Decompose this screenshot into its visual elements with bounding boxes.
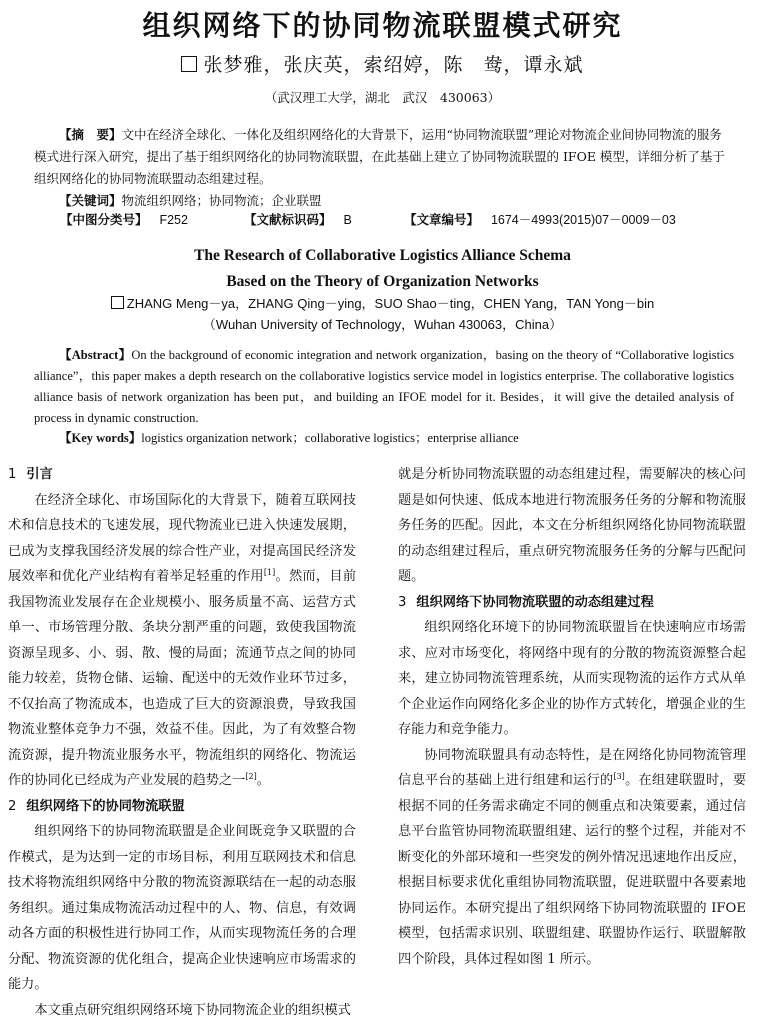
section-2-paragraph-2: 本文重点研究组织网络环境下协同物流企业的组织模式 [8, 998, 356, 1023]
abstract-cn-label: 【摘 要】 [59, 127, 122, 142]
doccode-label: 【文献标识码】 [244, 212, 332, 227]
abstract-en-label: 【Abstract】 [59, 348, 131, 362]
section-1-heading [8, 462, 356, 488]
keywords-cn-text: 物流组织网络；协同物流；企业联盟 [122, 193, 322, 208]
section-1-text-c: 。 [257, 773, 270, 788]
section-2-heading [8, 794, 356, 820]
section-3-paragraph-2 [398, 743, 746, 973]
section-1-paragraph [8, 488, 356, 794]
authors-en [0, 293, 765, 312]
section-3-title: 组织网络下协同物流联盟的动态组建过程 [416, 595, 653, 610]
section-3-paragraph-1: 组织网络化环境下的协同物流联盟旨在快速响应市场需求、应对市场变化，将网络中现有的分散的物流资源整合起来，建立协同物流管理系统，从而实现物流的运作方式从单个企业运作向网络化多企业的协作方式转化，增强企业的生存能力和竞争能力。 [398, 615, 746, 743]
keywords-en-label: 【Key words】 [59, 431, 141, 445]
page-title: 组织网络下的协同物流联盟模式研究 [0, 4, 765, 44]
keywords-cn-label: 【关键词】 [59, 193, 122, 208]
section-3-text-b: 。在组建联盟时，要根据不同的任务需求确定不同的侧重点和决策要素，通过信息平台监管协同物流联盟组建、运行的整个过程，并能对不断变化的外部环境和一些突发的例外情况迅速地作出反应，根据目标要求优化重组协同物流联盟，促进联盟中各要素地协同运作。本研究提出了组织网络下协同物流联盟的 IFOE 模型，包括需求识别、联盟组建、联盟协作运行、联盟解散四个阶段，具体过程如图 1 所示。 [398, 773, 746, 967]
doccode-value: B [343, 213, 351, 227]
checkbox-square-icon [181, 56, 197, 72]
section-2-number: 2 [8, 799, 16, 814]
clc-label: 【中图分类号】 [60, 212, 148, 227]
clc-value: F252 [159, 213, 188, 227]
article-no-field [404, 210, 676, 228]
abstract-cn [34, 124, 734, 212]
citation-1: [1] [264, 568, 275, 577]
english-title [0, 243, 765, 295]
section-3-number: 3 [398, 595, 406, 610]
english-title-line1: The Research of Collaborative Logistics Alliance Schema [0, 243, 765, 269]
affiliation-en: （Wuhan University of Technology，Wuhan 430063，China） [0, 314, 765, 333]
doccode-field [244, 210, 352, 228]
abstract-en [34, 345, 734, 429]
checkbox-square-icon [111, 296, 124, 309]
keywords-en-text: logistics organization network；collaborative logistics；enterprise alliance [141, 431, 518, 445]
section-1-number: 1 [8, 467, 16, 482]
authors-cn-text: 张梦雅，张庆英，索绍婷，陈 鸯，谭永斌 [203, 54, 583, 76]
authors-en-text: ZHANG Meng－ya，ZHANG Qing－ying，SUO Shao－ting，CHEN Yang，TAN Yong－bin [127, 296, 654, 311]
abstract-cn-body [34, 124, 734, 190]
affiliation-cn: （武汉理工大学，湖北 武汉 430063） [0, 88, 765, 106]
section-1-title: 引言 [26, 467, 52, 482]
section-2-title: 组织网络下的协同物流联盟 [26, 799, 184, 814]
keywords-en [34, 428, 759, 446]
body-column-right [398, 462, 746, 972]
english-title-line2: Based on the Theory of Organization Networks [0, 269, 765, 295]
citation-2: [2] [245, 772, 256, 781]
keywords-cn [34, 190, 734, 212]
section-3-text-a: 协同物流联盟具有动态特性，是在网络化协同物流管理信息平台的基础上进行组建和运行的 [398, 748, 746, 789]
abstract-cn-text: 文中在经济全球化、一体化及组织网络化的大背景下，运用“协同物流联盟”理论对物流企业间协同物流的服务模式进行深入研究，提出了基于组织网络化的协同物流联盟，在此基础上建立了协同物流联盟的 IFOE 模型，详细分析了基于组织网络化的协同物流联盟动态组建过程。 [34, 127, 725, 186]
clc-field [60, 210, 188, 228]
section-2-paragraph-1: 组织网络下的协同物流联盟是企业间既竞争又联盟的合作模式，是为达到一定的市场目标，利用互联网技术和信息技术将物流组织网络中分散的物流资源联结在一起的动态服务组织。通过集成物流活动过程中的人、物、信息，有效调动各方面的积极性进行协同工作，从而实现物流任务的合理分配、物流资源的优化组合，提高企业快速响应市场需求的能力。 [8, 819, 356, 998]
continued-paragraph: 就是分析协同物流联盟的动态组建过程，需要解决的核心问题是如何快速、低成本地进行物流服务任务的分解和物流服务任务的匹配。因此，本文在分析组织网络化协同物流联盟的动态组建过程后，重点研究物流服务任务的分解与匹配问题。 [398, 462, 746, 590]
article-no-value: 1674－4993(2015)07－0009－03 [491, 213, 676, 227]
section-1-text-b: 。然而，目前我国物流业发展存在企业规模小、服务质量不高、运营方式单一、市场管理分散、条块分割严重的问题，致使我国物流资源呈现多、小、弱、散、慢的局面；流通节点之间的协同能力较差，货物仓储、运输、配送中的无效作业环节过多，不仅抬高了物流成本，也造成了巨大的资源浪费，导致我国物流业整体竞争力不强，效益不佳。因此，为了有效整合物流资源，提升物流业服务水平，物流组织的网络化、物流运作的协同化已经成为产业发展的趋势之一 [8, 569, 356, 788]
article-no-label: 【文章编号】 [404, 212, 479, 227]
authors-cn [0, 50, 765, 77]
abstract-en-text: On the background of economic integration and network organization，basing on the theory of “Collaborative logistics alliance”，this paper makes a depth research on the collaborative logistics service model in logistics enterprise. The collaborative logistics alliance basis of network organization has been put，and building an IFOE model for it. Besides，it will give the detailed analysis of process in dynamic construction. [34, 348, 734, 425]
citation-3: [3] [613, 772, 624, 781]
section-1-text-a: 在经济全球化、市场国际化的大背景下，随着互联网技术和信息技术的飞速发展，现代物流业已进入快速发展期，已成为支撑我国经济发展的综合性产业，对提高国民经济发展效率和优化产业结构有着举足轻重的作用 [8, 493, 356, 585]
section-3-heading [398, 590, 746, 616]
body-column-left [8, 462, 356, 1023]
